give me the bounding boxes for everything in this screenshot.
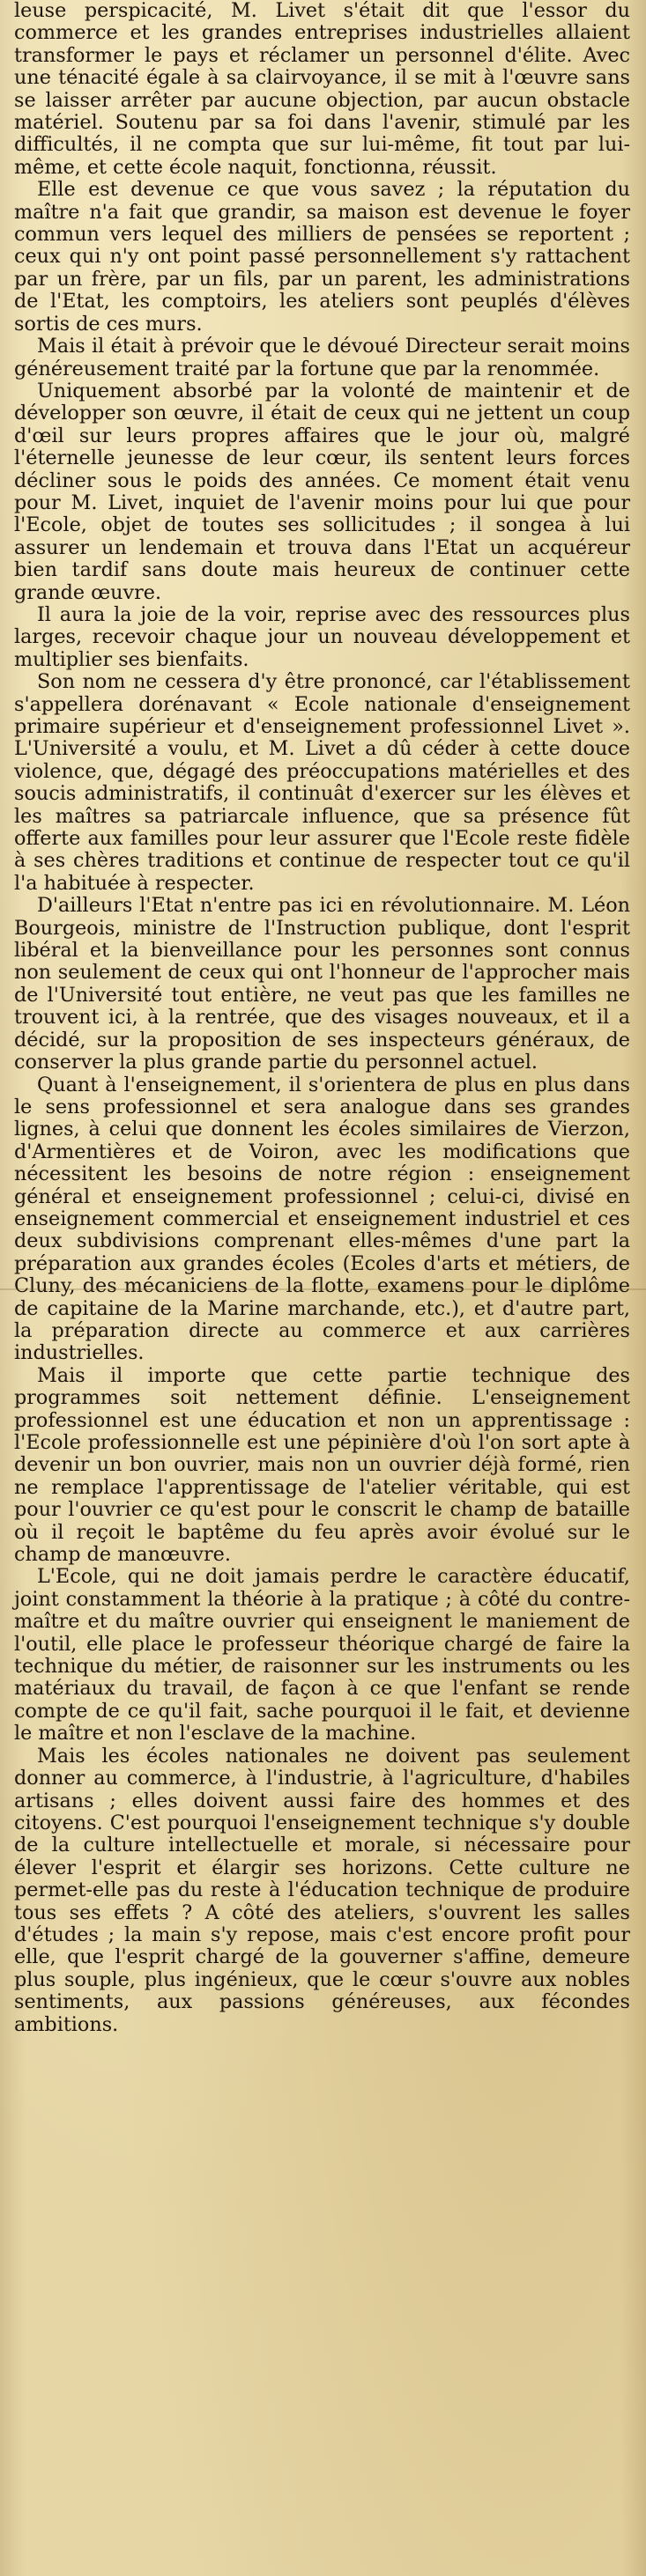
article-paragraph-4: Uniquement absorbé par la volonté de maintenir et de développer son œuvre, il était de ceux qui ne jettent un coup d'œil sur leurs propres affaires que le jour où, malgré l'éternelle jeunesse de leur cœur, ils sentent leurs forces décliner sous le poids des années. Ce moment était venu pour M. Livet, inquiet de l'avenir moins pour lui que pour l'Ecole, objet de toutes ses sollicitudes ; il songea à lui assurer un lendemain et trouva dans l'Etat un acquéreur bien tardif sans doute mais heureux de continuer cette grande œuvre. [14, 379, 630, 604]
article-paragraph-8: Quant à l'enseignement, il s'orientera de plus en plus dans le sens professionnel et sera analogue dans ses grandes lignes, à celui que donnent les écoles similaires de Vierzon, d'Armentières et de Voiron, avec les modifications que nécessitent les besoins de notre région : enseignement général et enseignement professionnel ; celui-ci, divisé en enseignement commercial et enseignement industriel et ces deux subdivisions comprenant elles-mêmes d'une part la préparation aux grandes écoles (Ecoles d'arts et métiers, de Cluny, des mécaniciens de la flotte, examens pour le diplôme de capitaine de la Marine marchande, etc.), et d'autre part, la préparation directe au commerce et aux carrières industrielles. [14, 1073, 630, 1365]
article-paragraph-3: Mais il était à prévoir que le dévoué Directeur serait moins généreusement traité par la fortune que par la renommée. [14, 335, 630, 380]
article-paragraph-2: Elle est devenue ce que vous savez ; la réputation du maître n'a fait que grandir, sa maison est devenue le foyer commun vers lequel des milliers de pensées se reportent ; ceux qui n'y ont point passé personnellement s'y rattachent par un frère, par un fils, par un parent, les administrations de l'Etat, les comptoirs, les ateliers sont peuplés d'élèves sortis de ces murs. [14, 178, 630, 336]
article-paragraph-11: Mais les écoles nationales ne doivent pas seulement donner au commerce, à l'industrie, à l'agriculture, d'habiles artisans ; elles doivent aussi faire des hommes et des citoyens. C'est pourquoi l'enseignement technique s'y double de la culture intellectuelle et morale, si nécessaire pour élever l'esprit et élargir ses horizons. Cette culture ne permet-elle pas du reste à l'éducation technique de produire tous ses effets ? A côté des ateliers, s'ouvrent les salles d'études ; la main s'y repose, mais c'est encore profit pour elle, que l'esprit chargé de la gouverner s'affine, demeure plus souple, plus ingénieux, que le cœur s'ouvre aux nobles sentiments, aux passions généreuses, aux fécondes ambitions. [14, 1744, 630, 2036]
article-paragraph-7: D'ailleurs l'Etat n'entre pas ici en révolutionnaire. M. Léon Bourgeois, ministre de l'Instruction publique, dont l'esprit libéral et la bienveillance pour les personnes sont connus non seulement de ceux qui ont l'honneur de l'approcher mais de l'Université tout entière, ne veut pas que les familles ne trouvent ici, à la rentrée, que des visages nouveaux, et il a décidé, sur la proposition de ses inspecteurs généraux, de conserver la plus grande partie du personnel actuel. [14, 894, 630, 1074]
article-paragraph-5: Il aura la joie de la voir, reprise avec des ressources plus larges, recevoir chaque jour un nouveau développement et multiplier ses bienfaits. [14, 602, 630, 671]
paper-fold-crease [0, 1288, 646, 1290]
article-paragraph-1: leuse perspicacité, M. Livet s'était dit que l'essor du commerce et les grandes entreprises industrielles allaient transformer le pays et réclamer un personnel d'élite. Avec une ténacité égale à sa clairvoyance, il se mit à l'œuvre sans se laisser arrêter par aucune objection, par aucun obstacle matériel. Soutenu par sa foi dans l'avenir, stimulé par les difficultés, il ne compta que sur lui-même, fit tout par lui-même, et cette école naquit, fonctionna, réussit. [14, 0, 630, 179]
article-paragraph-10: L'Ecole, qui ne doit jamais perdre le caractère éducatif, joint constamment la théorie à la pratique ; à côté du contre-maître et du maître ouvrier qui enseignent le maniement de l'outil, elle place le professeur théorique chargé de faire la technique du métier, de raisonner sur les instruments ou les matériaux du travail, de façon à ce que l'enfant se rende compte de ce qu'il fait, sache pourquoi il le fait, et devienne le maître et non l'esclave de la machine. [14, 1565, 630, 1746]
article-paragraph-9: Mais il importe que cette partie technique des programmes soit nettement définie. L'enseignement professionnel est une éducation et non un apprentissage : l'Ecole professionnelle est une pépinière d'où l'on sort apte à devenir un bon ouvrier, mais non un ouvrier déjà formé, rien ne remplace l'apprentissage de l'atelier véritable, qui est pour l'ouvrier ce qu'est pour le conscrit le champ de bataille où il reçoit le baptême du feu après avoir évolué sur le champ de manœuvre. [14, 1363, 630, 1567]
article-paragraph-6: Son nom ne cessera d'y être prononcé, car l'établissement s'appellera dorénavant « Ecole nationale d'enseignement primaire supérieur et d'enseignement professionnel Livet ». L'Université a voulu, et M. Livet a dû céder à cette douce violence, que, dégagé des préoccupations matérielles et des soucis administratifs, il continuât d'exercer sur les élèves et les maîtres sa patriarcale influence, que sa présence fût offerte aux familles pour leur assurer que l'Ecole reste fidèle à ses chères traditions et continue de respecter tout ce qu'il l'a habituée à respecter. [14, 670, 630, 895]
